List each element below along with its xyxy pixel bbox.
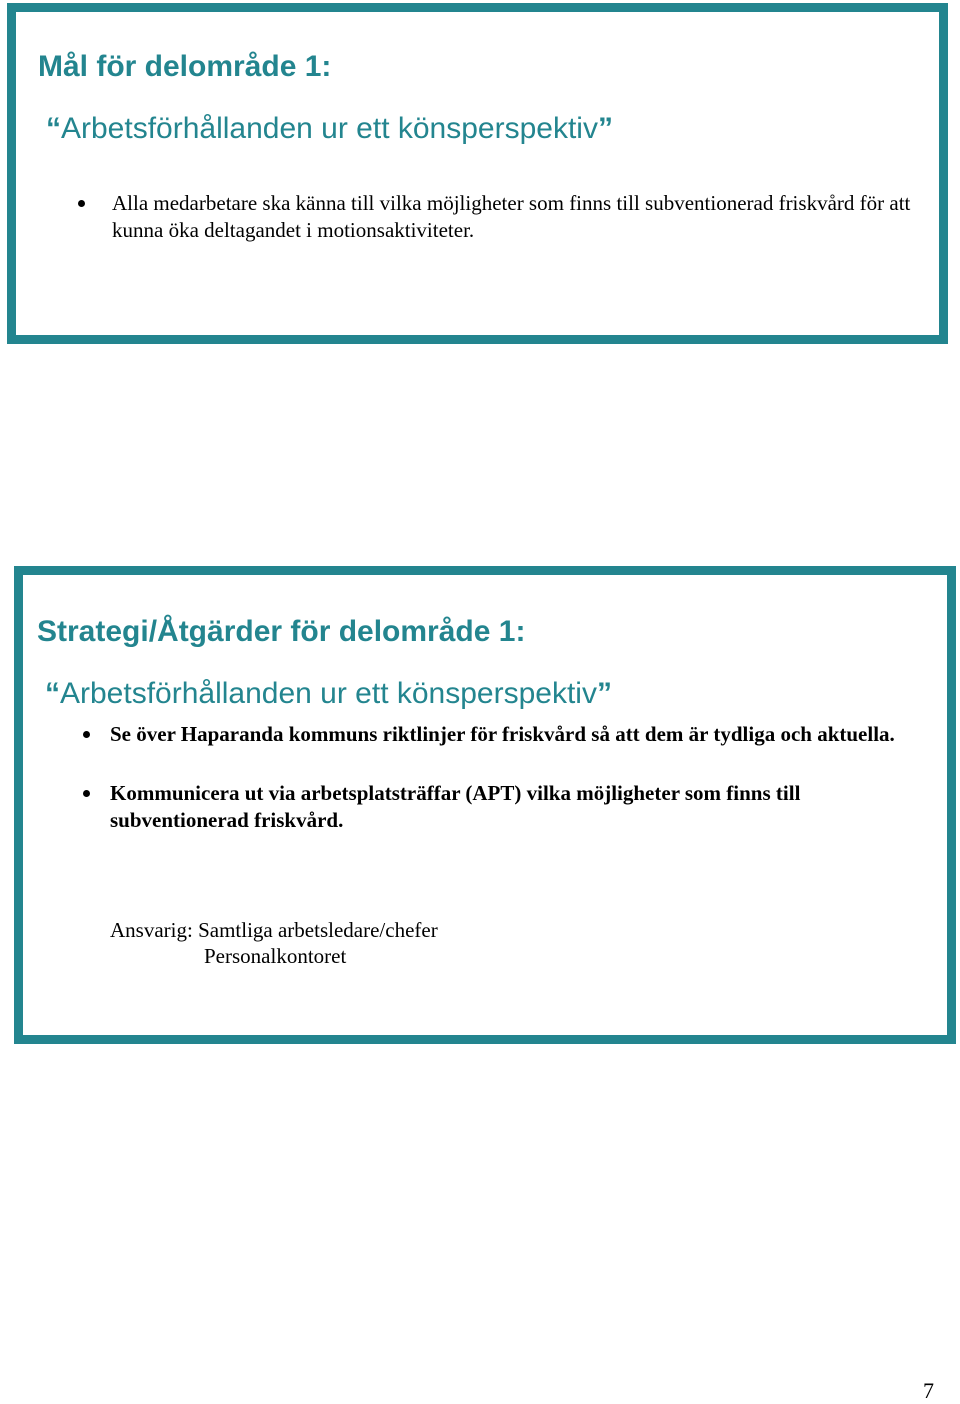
close-quote-glyph: ”	[596, 677, 612, 710]
responsible-label: Ansvarig:	[110, 918, 193, 942]
list-item	[83, 721, 943, 748]
strategy-title: Strategi/Åtgärder för delområde 1:	[37, 615, 526, 648]
strategy-bullet-text: Se över Haparanda kommuns riktlinjer för friskvård så att dem är tydliga och aktuella.	[110, 722, 895, 746]
strategy-bullet-list	[83, 721, 943, 834]
goal-subtitle-line	[46, 112, 613, 146]
close-quote-glyph: ”	[597, 112, 613, 145]
goal-subtitle: Arbetsförhållanden ur ett könsperspektiv	[61, 112, 598, 145]
page-number: 7	[923, 1378, 934, 1403]
bullet-icon	[83, 790, 90, 797]
open-quote-glyph: “	[46, 112, 61, 145]
open-quote-glyph: “	[45, 677, 60, 710]
strategy-subtitle-line	[45, 677, 612, 711]
list-item	[83, 780, 943, 834]
responsible-primary: Samtliga arbetsledare/chefer	[198, 918, 438, 942]
strategy-bullet-text: Kommunicera ut via arbetsplatsträffar (APT) vilka möjligheter som finns till subventionerad friskvård.	[110, 781, 801, 832]
strategy-slide	[14, 566, 956, 1044]
goal-slide	[7, 3, 948, 344]
responsible-block	[110, 917, 438, 943]
goal-bullet-list	[78, 190, 938, 244]
list-item	[78, 190, 938, 244]
responsible-secondary: Personalkontoret	[204, 944, 347, 968]
goal-bullet-text: Alla medarbetare ska känna till vilka möjligheter som finns till subventionerad friskvård för att kunna öka deltagandet i motionsaktiviteter.	[112, 191, 911, 242]
bullet-icon	[78, 200, 85, 207]
goal-title: Mål för delområde 1:	[38, 50, 332, 83]
strategy-subtitle: Arbetsförhållanden ur ett könsperspektiv	[60, 677, 597, 710]
bullet-icon	[83, 731, 90, 738]
